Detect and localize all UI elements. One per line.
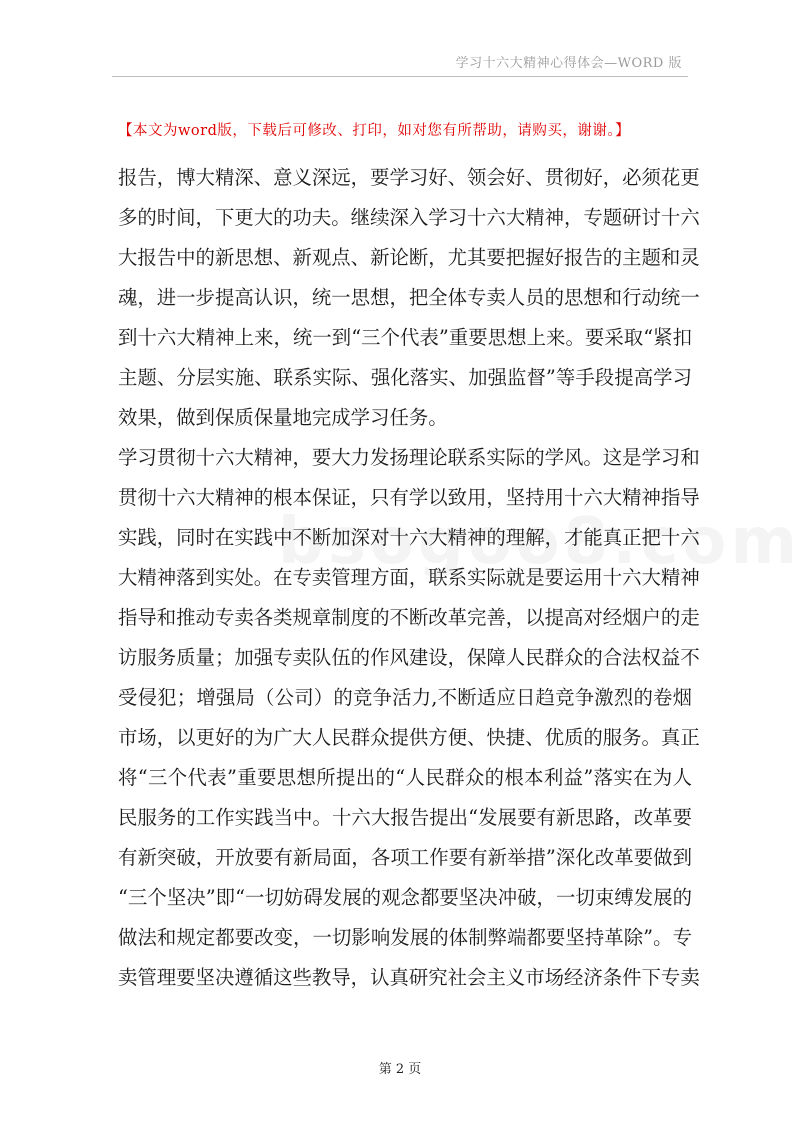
text-line: 报告，博大精深、意义深远，要学习好、领会好、贯彻好，必须花更 [118, 166, 700, 189]
text-line: 多的时间，下更大的功夫。继续深入学习十六大精神，专题研讨十六 [118, 206, 700, 229]
text-line: 市场，以更好的为广大人民群众提供方便、快捷、优质的服务。真正 [118, 726, 700, 749]
text-line: 卖管理要坚决遵循这些教导，认真研究社会主义市场经济条件下专卖 [118, 966, 700, 989]
text-line: 到十六大精神上来，统一到“三个代表”重要思想上来。要采取“紧扣 [118, 326, 692, 349]
text-line: 将“三个代表”重要思想所提出的“人民群众的根本利益”落实在为人 [118, 766, 692, 789]
text-line: 民服务的工作实践当中。十六大报告提出“发展要有新思路，改革要 [118, 806, 692, 829]
page-number: 第 2 页 [378, 1062, 422, 1077]
text-line: 魂，进一步提高认识，统一思想，把全体专卖人员的思想和行动统一 [118, 286, 700, 309]
text-line: 有新突破，开放要有新局面，各项工作要有新举措”深化改革要做到 [118, 846, 692, 869]
text-line: 访服务质量；加强专卖队伍的作风建设，保障人民群众的合法权益不 [118, 646, 700, 669]
text-line: 大报告中的新思想、新观点、新论断，尤其要把握好报告的主题和灵 [118, 246, 700, 269]
text-line: 贯彻十六大精神的根本保证，只有学以致用，坚持用十六大精神指导 [118, 486, 700, 509]
text-line: 主题、分层实施、联系实际、强化落实、加强监督”等手段提高学习 [118, 366, 692, 389]
text-line: 大精神落到实处。在专卖管理方面，联系实际就是要运用十六大精神 [118, 566, 700, 589]
text-line: 效果，做到保质保量地完成学习任务。 [118, 406, 448, 429]
running-header: 学习十六大精神心得体会—WORD 版 [455, 56, 682, 71]
text-line: 实践，同时在实践中不断加深对十六大精神的理解，才能真正把十六 [118, 526, 700, 549]
text-line: 指导和推动专卖各类规章制度的不断改革完善，以提高对经烟户的走 [118, 606, 700, 629]
body-text [118, 158, 700, 998]
text-line: 受侵犯；增强局（公司）的竞争活力,不断适应日趋竞争激烈的卷烟 [118, 686, 692, 709]
text-line: “三个坚决”即“一切妨碍发展的观念都要坚决冲破，一切束缚发展的 [118, 886, 692, 909]
text-line: 学习贯彻十六大精神，要大力发扬理论联系实际的学风。这是学习和 [118, 446, 700, 469]
header-divider [112, 76, 688, 77]
download-notice: 【本文为word版，下载后可修改、打印，如对您有所帮助，请购买，谢谢。】 [118, 123, 631, 139]
text-line: 做法和规定都要改变，一切影响发展的体制弊端都要坚持革除”。专 [118, 926, 692, 949]
